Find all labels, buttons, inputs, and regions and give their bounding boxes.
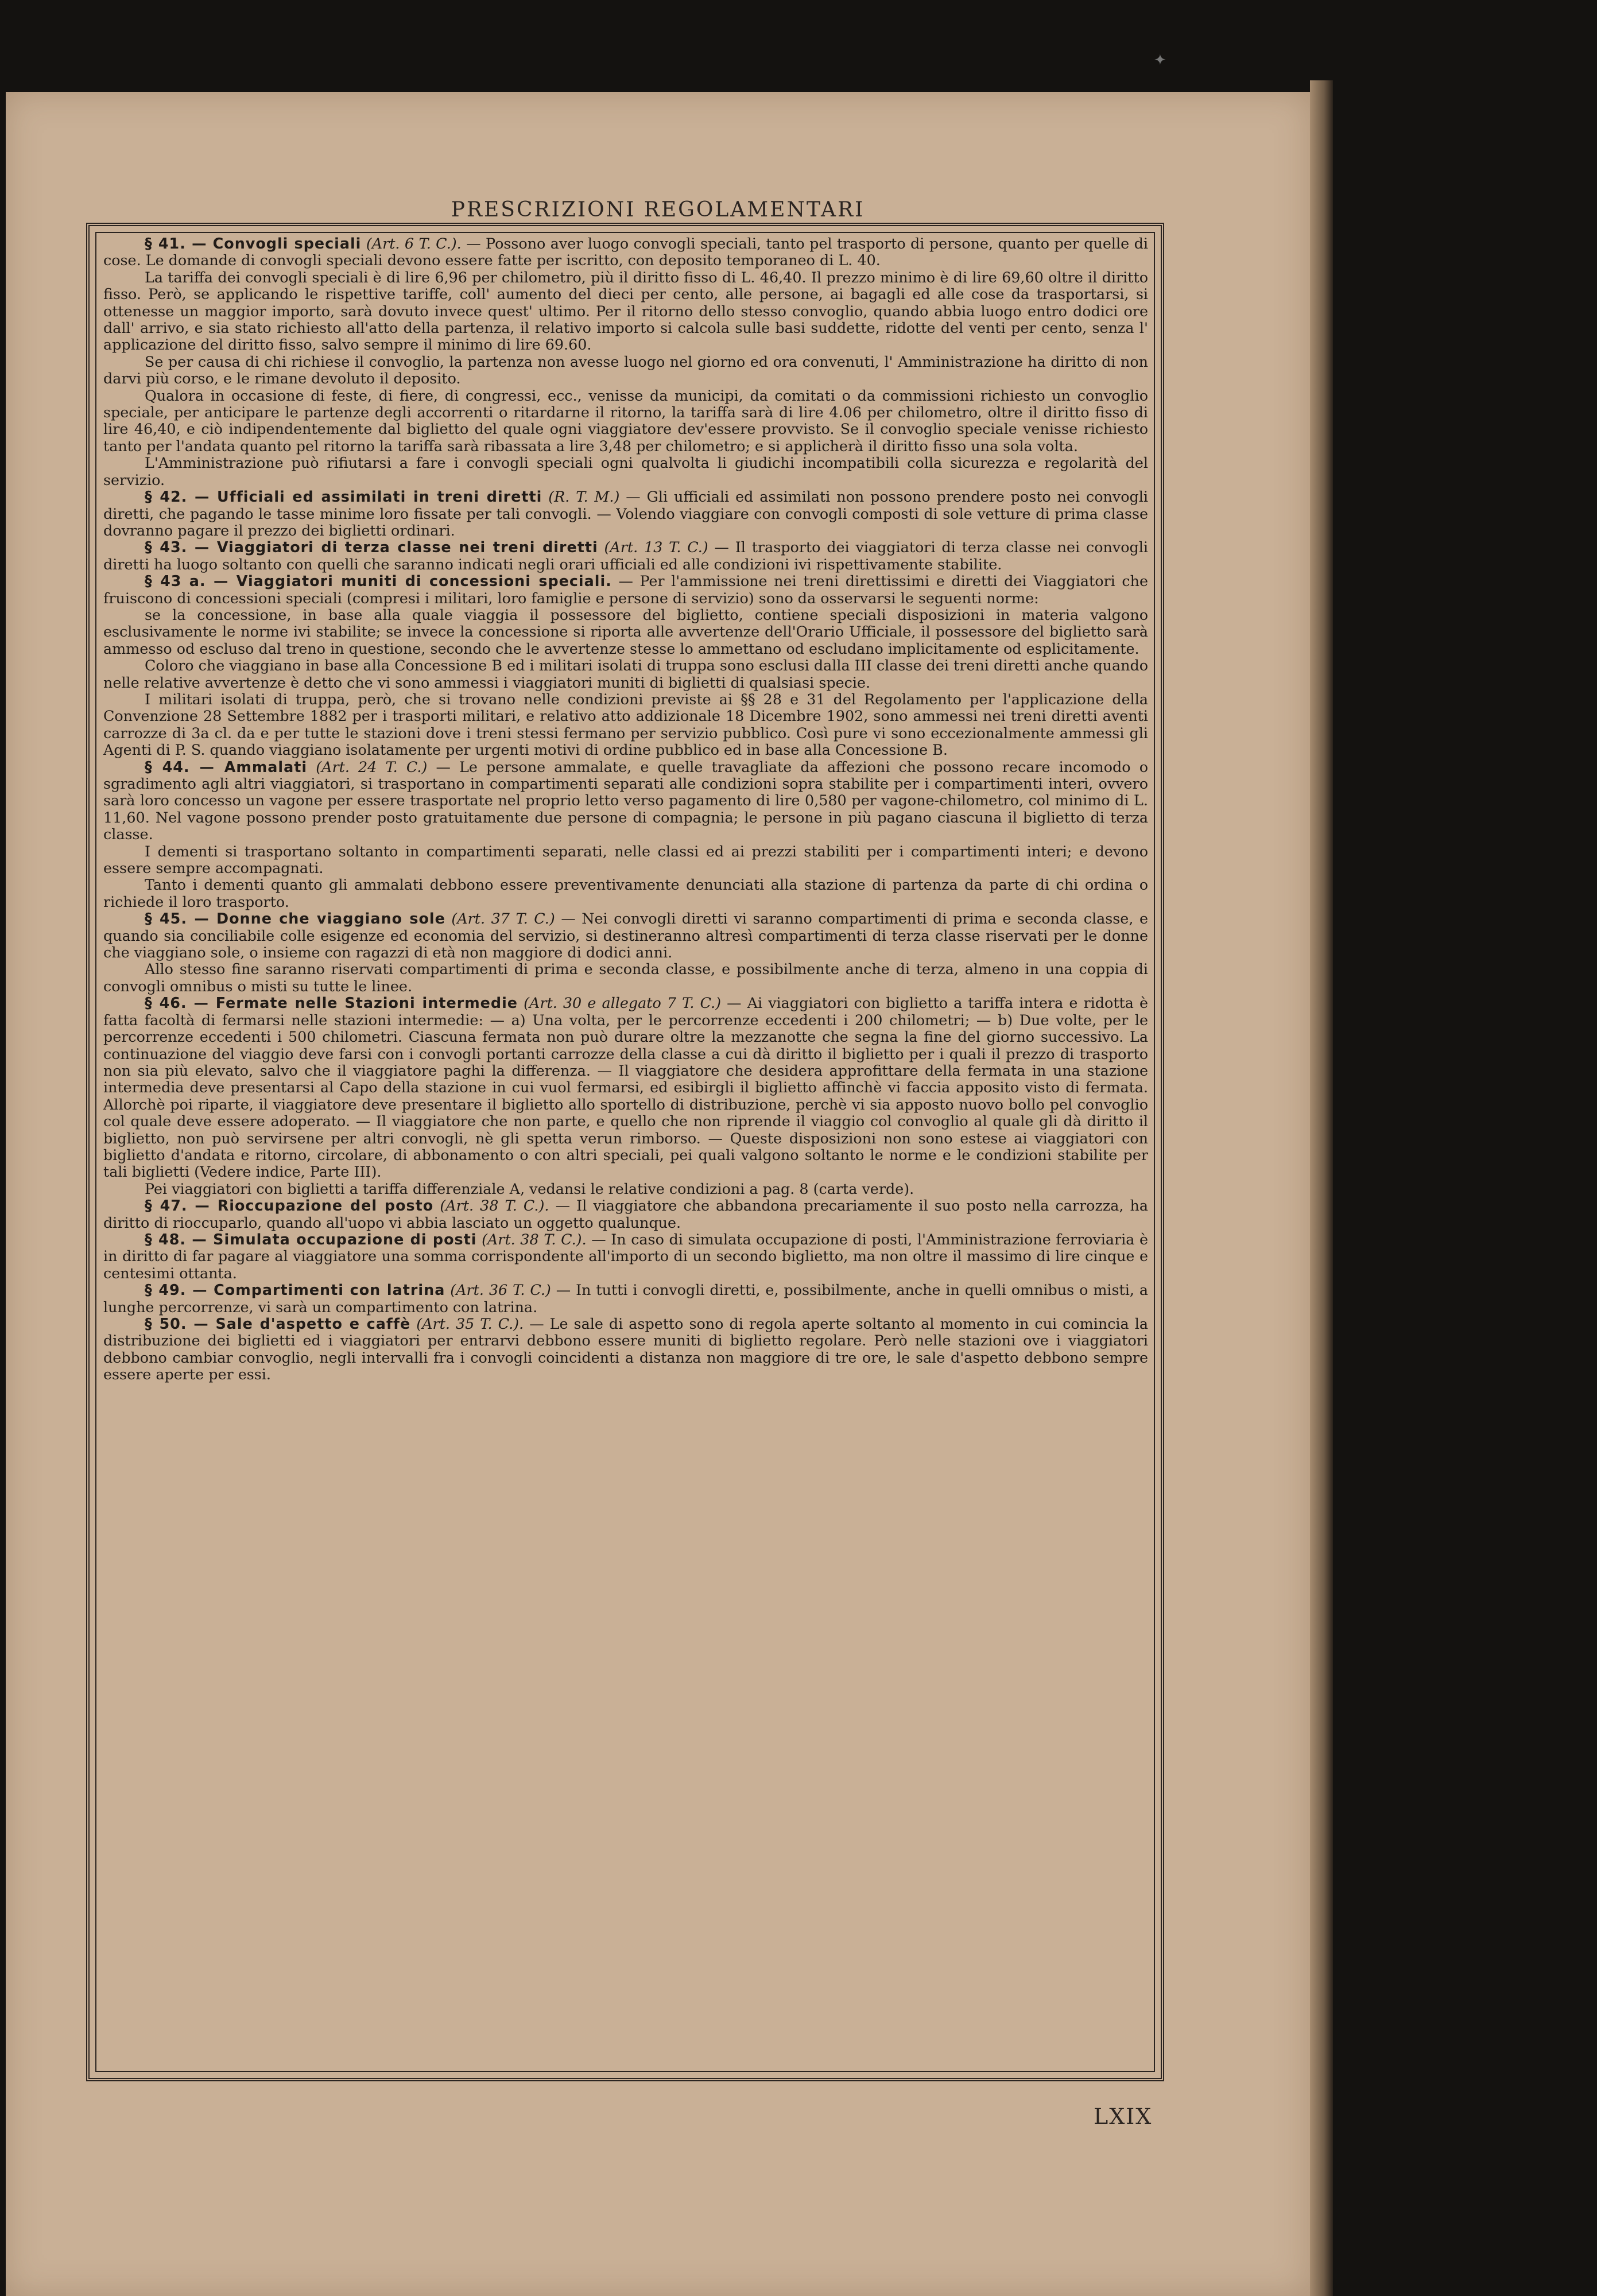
paragraph [103,961,1148,995]
section-paragraph [103,539,1148,573]
section-paragraph [103,573,1148,607]
section-paragraph [103,995,1148,1180]
section-text: — Il viaggiatore che abbandona precariamente il suo posto nella carrozza, ha diritto di rioccuparlo, quando all'uopo vi abbia lasciato un oggetto qualunque. [103,1197,1148,1231]
paragraph [103,876,1148,910]
paragraph [103,455,1148,488]
section-reference: (Art. 37 T. C.) [451,910,555,928]
section-number: § 47. — [145,1197,218,1215]
section-text: Se per causa di chi richiese il convoglio, la partenza non avesse luogo nel giorno ed ora convenuti, l' Amministrazione ha diritto di non darvi più corso, e le rimane devoluto il deposito. [103,352,1148,387]
section-number: § 45. — [145,910,217,928]
section-paragraph [103,1282,1148,1316]
section-title: Compartimenti con latrina [214,1281,445,1299]
paragraph [103,691,1148,759]
paragraph [103,607,1148,657]
section-text: Qualora in occasione di feste, di fiere, di congressi, ecc., venisse da municipi, da comitati o da commissioni richiesto un convoglio speciale, per anticipare le partenze degli accorrenti o ritardarne il ritorno, la tariffa sarà di lire 4.06 per chilometro, oltre il diritto fisso di lire 46,40, e ciò indipendentemente dal biglietto del quale ogni viaggiatore dev'essere provvisto. Se il convoglio speciale venisse richiesto tanto per l'andata quanto pel ritorno la tariffa sarà ribassata a lire 3,48 per chilometro; e si applicherà il diritto fisso una sola volta. [103,386,1148,455]
section-title: Viaggiatori muniti di concessioni speciali. [236,572,612,590]
section-paragraph [103,1316,1148,1383]
section-number: § 43. — [145,538,217,556]
section-text: — In tutti i convogli diretti, e, possibilmente, anche in quelli omnibus o misti, a lunghe percorrenze, vi sarà un compartimento con latrina. [103,1281,1149,1316]
section-title: Sale d'aspetto e caffè [215,1315,411,1332]
section-number: § 44. — [145,758,224,775]
section-reference: (Art. 13 T. C.) [604,538,708,556]
section-reference: (Art. 38 T. C.). [440,1197,549,1215]
section-text: se la concessione, in base alla quale viaggia il possessore del biglietto, contiene speciali disposizioni in materia valgono esclusivamente le norme ivi stabilite; se invece la concessione si riporta alle avvertenze dell'Orario Ufficiale, il possessore del biglietto sarà ammesso od escluso dal treno in questione, secondo che le avvertenze stesse lo ammettano od escludano implicitamente od esplicitamente. [103,606,1148,657]
section-text: Tanto i dementi quanto gli ammalati debbono essere preventivamente denunciati alla stazione di partenza da parte di chi ordina o richiede il loro trasporto. [103,876,1148,910]
section-reference: (Art. 36 T. C.) [450,1281,551,1299]
paragraph [103,387,1148,455]
running-head: PRESCRIZIONI REGOLAMENTARI [451,198,865,222]
paragraph [103,1181,1148,1197]
section-text: Coloro che viaggiano in base alla Concessione B ed i militari isolati di truppa sono esclusi dalla III classe dei treni diretti anche quando nelle relative avvertenze è detto che vi sono ammessi i viaggiatori muniti di biglietti di qualsiasi specie. [103,657,1148,691]
corner-mark: ✦ [1154,52,1166,69]
section-title: Ammalati [224,758,308,775]
section-text: — Gli ufficiali ed assimilati non possono prendere posto nei convogli diretti, che pagando le tasse minime loro fissate per tali convogli. — Volendo viaggiare con convogli composti di sole vetture di prima classe dovranno pagare il prezzo dei biglietti ordinari. [103,488,1148,539]
section-text: — Possono aver luogo convogli speciali, tanto pel trasporto di persone, quanto per quelle di cose. Le domande di convogli speciali devono essere fatte per iscritto, con deposito temporaneo di L. 40. [103,235,1149,269]
section-title: Simulata occupazione di posti [213,1230,477,1248]
section-title: Donne che viaggiano sole [216,910,445,928]
section-text: La tariffa dei convogli speciali è di lire 6,96 per chilometro, più il diritto fisso di L. 46,40. Il prezzo minimo è di lire 69,60 oltre il diritto fisso. Però, se applicando le rispettive tariffe, coll' aumento del dieci per cento, alle persone, ai bagagli ed alle cose da trasportarsi, si ottenesse un maggior importo, sarà dovuto invece quest' ultimo. Per il ritorno dello stesso convoglio, quando abbia luogo entro dodici ore dall' arrivo, e sia stato richiesto all'atto della partenza, il relativo importo si calcola sulle basi suddette, ridotte del venti per cento, senza l' applicazione del diritto fisso, salvo sempre il minimo di lire 69.60. [103,268,1148,354]
section-paragraph [103,488,1148,539]
section-text: Pei viaggiatori con biglietti a tariffa differenziale A, vedansi le relative condizioni a pag. 8 (carta verde). [145,1180,914,1197]
paragraph [103,657,1148,691]
section-paragraph [103,235,1148,269]
section-text: I dementi si trasportano soltanto in compartimenti separati, nelle classi ed ai prezzi stabiliti per i compartimenti interi; e devono essere sempre accompagnati. [103,842,1148,877]
section-title: Convogli speciali [212,235,362,252]
section-text: — Le persone ammalate, e quelle travagliate da affezioni che possono recare incomodo o sgradimento agli altri viaggiatori, si trasportano in compartimenti separati alle condizioni sopra stabilite per i compartimenti interi, ovvero sarà loro concesso un vagone per essere trasportate nel proprio letto verso pagamento di lire 0,580 per vagone-chilometro, col minimo di L. 11,60. Nel vagone possono prender posto gratuitamente due persone di compagnia; le persone in più pagano ciascuna il biglietto di terza classe. [103,758,1148,843]
section-title: Ufficiali ed assimilati in treni diretti [217,488,542,506]
section-reference: (Art. 35 T. C.). [416,1315,524,1332]
section-reference: (Art. 6 T. C.). [366,235,462,252]
section-text: L'Amministrazione può rifiutarsi a fare i convogli speciali ogni qualvolta li giudichi incompatibili colla sicurezza e regolarità del servizio. [103,454,1148,488]
section-paragraph [103,1197,1148,1231]
section-paragraph [103,910,1148,961]
section-number: § 46. — [145,994,216,1012]
section-number: § 49. — [145,1281,214,1299]
section-text: Allo stesso fine saranno riservati compartimenti di prima e seconda classe, e possibilmente anche di terza, almeno in una coppia di convogli omnibus o misti su tutte le linee. [103,960,1148,995]
section-title: Rioccupazione del posto [217,1197,434,1215]
paragraph [103,354,1148,387]
section-title: Viaggiatori di terza classe nei treni diretti [216,538,598,556]
section-title: Fermate nelle Stazioni intermedie [215,994,518,1012]
section-reference: (Art. 38 T. C.). [482,1230,587,1248]
section-number: § 43 a. — [145,572,237,590]
section-number: § 48. — [145,1230,214,1248]
section-text: — Nei convogli diretti vi saranno compartimenti di prima e seconda classe, e quando sia conciliabile colle esigenze ed economia del servizio, si destineranno altresì compartimenti di terza classe riservati per le donne che viaggiano sole, o insieme con ragazzi di età non maggiore di dodici anni. [103,910,1148,961]
section-reference: (Art. 30 e allegato 7 T. C.) [524,994,722,1012]
page-edges [1310,80,1333,2296]
section-text: — In caso di simulata occupazione di posti, l'Amministrazione ferroviaria è in diritto di far pagare al viaggiatore una somma corrispondente all'importo di un secondo biglietto, ma non oltre il massimo di lire cinque e centesimi ottanta. [103,1230,1148,1282]
section-paragraph [103,759,1148,843]
section-number: § 50. — [145,1315,216,1332]
section-text: — Le sale di aspetto sono di regola aperte soltanto al momento in cui comincia la distribuzione dei biglietti ed i viaggiatori per entrarvi debbono essere muniti di biglietto regolare. Però nelle stazioni ove i viaggiatori debbono cambiar convoglio, negli intervalli fra i convogli coincidenti a distanza non maggiore di tre ore, le sale d'aspetto debbono sempre essere aperte per essi. [103,1315,1148,1383]
section-reference: (Art. 24 T. C.) [316,758,428,775]
section-reference: (R. T. M.) [548,488,620,506]
page-number: LXIX [1094,2104,1153,2129]
paragraph [103,843,1148,877]
section-text: — Ai viaggiatori con biglietto a tariffa intera e ridotta è fatta facoltà di fermarsi nelle stazioni intermedie: — a) Una volta, per le percorrenze eccedenti i 200 chilometri; — b) Due volte, per le percorrenze eccedenti i 500 chilometri. Ciascuna fermata non può durare oltre la mezzanotte che segna la fine del giorno successivo. La continuazione del viaggio deve farsi con i convogli portanti carrozze della classe a cui dà diritto il biglietto per i quali il prezzo di trasporto non sia più elevato, salvo che il viaggiatore paghi la differenza. — Il viaggiatore che desidera approfittare della fermata in una stazione intermedia deve presentarsi al Capo della stazione in cui vuol fermarsi, ed esibirgli il biglietto affinchè vi faccia apposito visto di fermata. Allorchè poi riparte, il viaggiatore deve presentare il biglietto allo sportello di distribuzione, perchè vi sia apposto nuovo bollo pel convoglio col quale deve essere adoperato. — Il viaggiatore che non parte, e quello che non riprende il viaggio col convoglio al quale gli dà diritto il biglietto, non può servirsene per altri convogli, nè gli spetta verun rimborso. — Queste disposizioni non sono estese ai viaggiatori con biglietto d'andata e ritorno, circolare, di abbonamento o con altri speciali, pei quali valgono soltanto le norme e le condizioni stabilite per tali biglietti (Vedere indice, Parte III). [103,994,1148,1181]
paragraph [103,269,1148,354]
regulations-body [103,235,1148,2072]
section-number: § 42. — [145,488,218,506]
section-number: § 41. — [145,235,213,252]
section-text: — Il trasporto dei viaggiatori di terza classe nei convogli diretti ha luogo soltanto con quelli che saranno indicati negli orari ufficiali ed alle condizioni ivi rispettivamente stabilite. [103,538,1148,573]
section-text: — Per l'ammissione nei treni direttissimi e diretti dei Viaggiatori che fruiscono di concessioni speciali (compresi i militari, loro famiglie e persone di servizio) sono da osservarsi le seguenti norme: [103,572,1148,607]
section-text: I militari isolati di truppa, però, che si trovano nelle condizioni previste ai §§ 28 e 31 del Regolamento per l'applicazione della Convenzione 28 Settembre 1882 per i trasporti militari, e relativo atto addizionale 18 Dicembre 1902, sono ammessi nei treni diretti aventi carrozze di 3a cl. da e per tutte le stazioni dove i treni stessi fermano per servizio pubblico. Così pure vi sono eccezionalmente ammessi gli Agenti di P. S. quando viaggiano isolatamente per urgenti motivi di ordine pubblico ed in base alla Concessione B. [103,690,1148,759]
section-paragraph [103,1231,1148,1282]
